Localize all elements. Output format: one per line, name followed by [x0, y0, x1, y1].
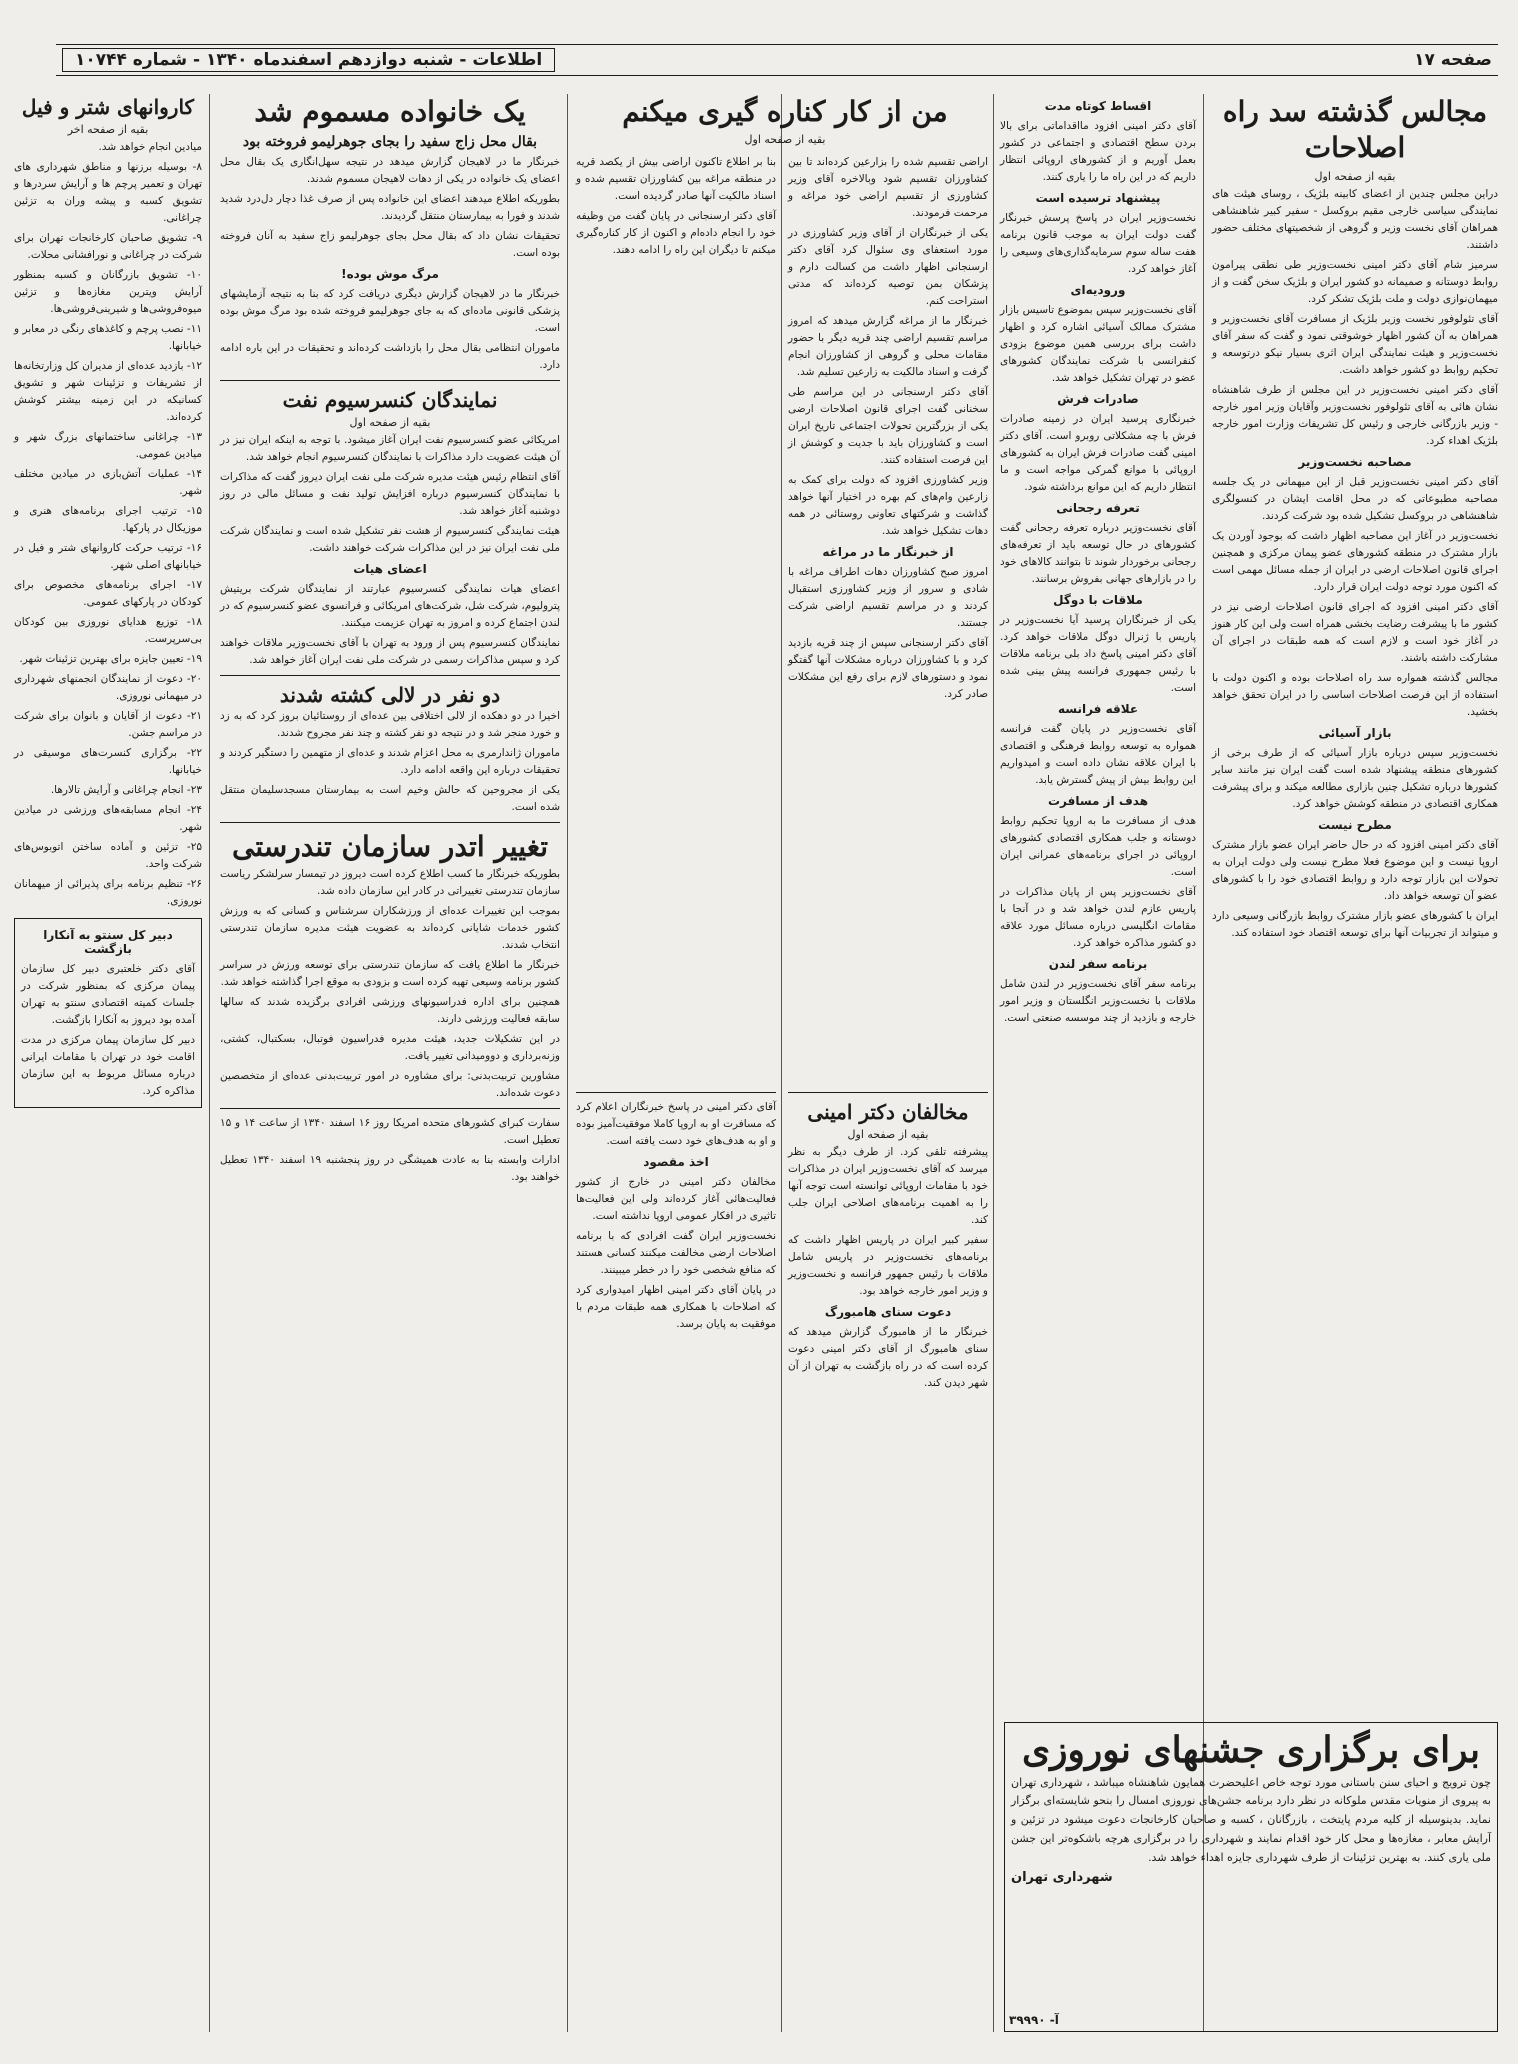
- paragraph: آقای دکتر امینی نخست‌وزیر قبل از این میهمانی در یک جلسه مصاحبه مطبوعاتی که در محل اقامت ایشان در کنسولگری شاهنشاهی در بروکسل تشکیل شده بود شرکت کردند.: [1212, 475, 1498, 522]
- subhead: مرگ موش بوده!: [341, 267, 439, 282]
- subhead: تعرفه رجحانی: [1056, 501, 1140, 515]
- page-number: صفحه ۱۷: [1414, 50, 1492, 70]
- paragraph: چون ترویج و احیای سنن باستانی مورد توجه خاص اعلیحضرت همایون شاهنشاه میباشد ، شهرداری تهران به پیروی از منویات مقدس ملوکانه در نظر دارد برنامه جشن‌های نوروزی امسال را بنحو شایسته‌ای برگزار نماید. بدینوسیله از کلیه مردم پایتخت ، بازرگانان ، کسبه و صاحبان کارخانجات دعوت میشود در تزئین و آرایش معابر ، مغازه‌ها و محل کار خود اقدام نمایند و شهرداری را در برگزاری هرچه باشکوه‌تر این جشن ملی یاری کنند. به بهترین تزئینات از طرف شهرداری جایزه اهداء خواهد شد.: [1011, 1775, 1491, 1864]
- paragraph: آقای دکتر امینی افزود که اجرای قانون اصلاحات ارضی نیز در کشور ما با پیشرفت رضایت بخشی همراه است ولی این کار هنوز در آغاز خود است و لازم است که همه طبقات در اجرای آن مشارکت داشته باشند.: [1212, 600, 1498, 664]
- paragraph: خبرنگاری پرسید ایران در زمینه صادرات فرش با چه مشکلاتی روبرو است. آقای دکتر امینی گفت صادرات فرش ایران به کشورهای اروپائی با موانع گمرکی مواجه است و ما انتظار داریم که این موانع برداشته شود.: [1000, 413, 1196, 493]
- headline: کاروانهای شتر و فیل: [21, 95, 195, 119]
- paragraph: ۱۱- نصب پرچم و کاغذهای رنگی در معابر و خیابانها.: [14, 323, 202, 352]
- paragraph: ۲۲- برگزاری کنسرت‌های موسیقی در خیابانها.: [14, 747, 202, 776]
- paragraph: بموجب این تغییرات عده‌ای از ورزشکاران سرشناس و کسانی که به ورزش کشور خدمات شایانی کرده‌اند به عضویت هیئت مدیره سازمان تندرستی انتخاب شدند.: [220, 904, 560, 951]
- headline: یک خانواده مسموم شد: [254, 95, 526, 128]
- paragraph: ۱۶- ترتیب حرکت کاروانهای شتر و فیل در خیابانهای اصلی شهر.: [14, 542, 202, 571]
- rule: [788, 1092, 988, 1093]
- paragraph: اراضی تقسیم شده را بزارعین کرده‌اند تا بین کشاورزان تقسیم شود وبالاخره آقای وزیر کشاورزی از تقسیم اراضی خود مراغه و مرحمت فرمودند.: [788, 156, 988, 219]
- paragraph: همچنین برای اداره فدراسیونهای ورزشی افرادی برگزیده شدند که سالها سابقه فعالیت ورزشی دارند.: [220, 995, 560, 1025]
- rule: [576, 1092, 776, 1093]
- paragraph: خبرنگار ما در لاهیجان گزارش دیگری دریافت کرد که بنا به نتیجه آزمایشهای پزشکی قانونی ماده‌ای که به جای جوهرلیمو فروخته شده بود مرگ موش بوده است.: [220, 288, 560, 335]
- paragraph: آقای انتظام رئیس هیئت مدیره شرکت ملی نفت ایران دیروز گفت که مذاکرات با نمایندگان کنسرسیوم درباره افزایش تولید نفت و مسائل مالی در روز دوشنبه آغاز خواهد شد.: [220, 471, 560, 518]
- paragraph: ۱۵- ترتیب اجرای برنامه‌های هنری و موزیکال در پارکها.: [14, 505, 202, 534]
- subhead: اخذ مقصود: [643, 1155, 709, 1169]
- newspaper-page: [14, 16, 1498, 2032]
- headline: اقساط کوتاه مدت: [1044, 99, 1152, 113]
- subhead: صادرات فرش: [1057, 392, 1139, 406]
- continued-from: بقیه از صفحه اول: [349, 416, 431, 430]
- paragraph: آقای نخست‌وزیر پس از پایان مذاکرات در پاریس عازم لندن خواهد شد و در آنجا با مقامات انگلیسی درباره مسائل مورد علاقه دو کشور مذاکره خواهد کرد.: [1000, 886, 1196, 949]
- continued-from: بقیه از صفحه اول: [1314, 169, 1396, 183]
- paragraph: بطوریکه اطلاع میدهند اعضای این خانواده پس از صرف غذا دچار دل‌درد شدید شدند و فورا به بیمارستان منتقل گردیدند.: [220, 193, 560, 223]
- paragraph: برنامه سفر آقای نخست‌وزیر در لندن شامل ملاقات با نخست‌وزیر انگلستان و وزیر امور خارجه و بازدید از چند موسسه صنعتی است.: [1000, 978, 1196, 1024]
- paragraph: در پایان آقای دکتر امینی اظهار امیدواری کرد که اصلاحات با همکاری همه طبقات مردم با موفقیت به پایان برسد.: [576, 1284, 776, 1330]
- paragraph: ۲۴- انجام مسابقه‌های ورزشی در میادین شهر.: [14, 804, 202, 833]
- paragraph: نمایندگان کنسرسیوم پس از ورود به تهران با آقای نخست‌وزیر ملاقات خواهند کرد و سپس مذاکرات رسمی در شرکت ملی نفت ایران آغاز خواهد شد.: [220, 637, 560, 667]
- column-rule: [993, 94, 994, 2032]
- paragraph: نخست‌وزیر ایران گفت افرادی که با برنامه اصلاحات ارضی مخالفت میکنند کسانی هستند که منافع شخصی خود را در خطر میبینند.: [576, 1230, 776, 1276]
- rule: [220, 822, 560, 823]
- paragraph: آقای دکتر امینی افزود که در حال حاضر ایران عضو بازار مشترک اروپا نیست و این موضوع فعلا مطرح نیست ولی دولت ایران به تحولات این بازار توجه دارد و روابط اقتصادی خود را با کشورهای عضو آن توسعه خواهد داد.: [1212, 838, 1498, 902]
- paragraph: نخست‌وزیر در آغاز این مصاحبه اظهار داشت که بوجود آوردن یک بازار مشترک در منطقه کشورهای عضو پیمان مرکزی و همچنین اجرای قانون اصلاحات ارضی در ایران از جمله مسائل مهمی است که اکنون مورد توجه دولت ایران قرار دارد.: [1212, 529, 1498, 593]
- subhead: اعضای هیات: [353, 562, 427, 577]
- headline: دبیر کل سنتو به آنکارا بازگشت: [43, 928, 173, 956]
- article-karvan: [14, 94, 202, 2032]
- paragraph: ۲۱- دعوت از آقایان و بانوان برای شرکت در مراسم جشن.: [14, 710, 202, 739]
- column-rule: [209, 94, 210, 2032]
- paragraph: امروز صبح کشاورزان دهات اطراف مراغه با شادی و سرور از وزیر کشاورزی استقبال کردند و در مراسم تقسیم اراضی شرکت جستند.: [788, 566, 988, 629]
- paragraph: اعضای هیات نمایندگی کنسرسیوم عبارتند از نمایندگان شرکت بریتیش پترولیوم، شرکت شل، شرکت‌های امریکائی و فرانسوی عضو کنسرسیوم که در لندن اجتماع کرده و امروز به تهران عزیمت میکنند.: [220, 583, 560, 630]
- paragraph: یکی از مجروحین که حالش وخیم است به بیمارستان مسجدسلیمان منتقل شده است.: [220, 784, 560, 814]
- paragraph: ۹- تشویق صاحبان کارخانجات تهران برای شرکت در چراغانی و نورافشانی محلات.: [14, 232, 202, 261]
- paragraph: بطوریکه خبرنگار ما کسب اطلاع کرده است دیروز در تیمسار سرلشکر ریاست سازمان تندرستی تغییراتی در کادر این سازمان داده شد.: [220, 867, 560, 897]
- rule: [220, 675, 560, 676]
- rule: [220, 1108, 560, 1109]
- deck: بقال محل زاج سفید را بجای جوهرلیمو فروخته بود: [242, 134, 538, 151]
- subhead: پیشنهاد ترسیده است: [1035, 191, 1161, 205]
- paragraph: آقای نخست‌وزیر سپس بموضوع تاسیس بازار مشترک ممالک آسیائی اشاره کرد و اظهار داشت برای بررسی همین موضوع بزودی کنفرانسی با شرکت نمایندگان کشورهای عضو در تهران تشکیل خواهد شد.: [1000, 304, 1196, 384]
- subhead: برنامه سفر لندن: [1048, 957, 1148, 971]
- article-mokhalefan: [788, 1086, 988, 2032]
- paragraph: آقای دکتر ارسنجانی سپس از چند قریه بازدید کرد و با کشاورزان درباره مشکلات آنها گفتگو نمود و دستورهای لازم برای رفع این مشکلات صادر کرد.: [788, 637, 988, 700]
- paragraph: ۱۸- توزیع هدایای نوروزی بین کودکان بی‌سرپرست.: [14, 616, 202, 645]
- paragraph: ۲۶- تنظیم برنامه برای پذیرائی از میهمانان نوروزی.: [14, 878, 202, 907]
- paragraph: خبرنگار ما اطلاع یافت که سازمان تندرستی برای توسعه ورزش در سراسر کشور برنامه وسیعی تهیه کرده است و بزودی به موقع اجرا گذاشته خواهد شد.: [220, 958, 560, 988]
- paragraph: دراین مجلس چندین از اعضای کابینه بلژیک ، روسای هیئت های نمایندگی سیاسی خارجی مقیم بروکسل - سفیر کبیر شاهنشاهی همراهان آقای نخست وزیر و گروهی از شخصیتهای مختلف حضور داشتند.: [1212, 187, 1498, 251]
- subhead: مطرح نیست: [1318, 817, 1392, 832]
- headline: مجالس گذشته سد راه اصلاحات: [1222, 95, 1488, 165]
- paragraph: دبیر کل سازمان پیمان مرکزی در مدت اقامت خود در تهران با مقامات ایرانی درباره مسائل مربوط به این سازمان مذاکره کرد.: [21, 1034, 195, 1097]
- paragraph: میادین انجام خواهد شد.: [98, 141, 202, 153]
- paragraph: نخست‌وزیر سپس درباره بازار آسیائی که از طرف برخی از کشورهای منطقه پیشنهاد شده است گفت ایران نیز مانند سایر کشورها درباره تشکیل چنین بازاری مطالعه میکند و برای پیشرفت همکاری اقتصادی در منطقه کوشش خواهد کرد.: [1212, 746, 1498, 810]
- paragraph: آقای نخست‌وزیر درباره تعرفه رجحانی گفت کشورهای در حال توسعه باید از تعرفه‌های رجحانی برخوردار شوند تا بتوانند کالاهای خود را در بازارهای جهانی بفروش برسانند.: [1000, 522, 1196, 585]
- paragraph: یکی از خبرنگاران پرسید آیا نخست‌وزیر در پاریس با ژنرال دوگل ملاقات خواهد کرد. آقای دکتر امینی پاسخ داد بلی برنامه ملاقات با رئیس جمهوری فرانسه پیش بینی شده است.: [1000, 614, 1196, 694]
- paragraph: آقای دکتر امینی نخست‌وزیر در این مجلس از طرف شاهنشاه نشان هائی به آقای تئولوفور نخست‌وزیر وآقایان وزیر امور خارجه - وزیر بازرگانی خارجی و رئیس کل تشریفات وزارت امور خارجه بلژیک اهداء کرد.: [1212, 383, 1498, 447]
- headline: مخالفان دکتر امینی: [807, 1100, 969, 1124]
- subhead: ورودیه‌ای: [1070, 283, 1126, 297]
- continued-from: بقیه از صفحه اخر: [67, 123, 149, 136]
- subhead: هدف از مسافرت: [1047, 794, 1149, 808]
- paragraph: آقای دکتر ارسنجانی در پایان گفت من وظیفه خود را انجام داده‌ام و اکنون از کار کناره‌گیری میکنم تا دیگران این راه را ادامه دهند.: [576, 210, 776, 256]
- paragraph: تحقیقات نشان داد که بقال محل بجای جوهرلیمو زاج سفید به آنان فروخته بوده است.: [220, 230, 560, 260]
- paragraph: هدف از مسافرت ما به اروپا تحکیم روابط دوستانه و جلب همکاری اقتصادی کشورهای اروپائی در اجرای برنامه‌های عمرانی ایران است.: [1000, 815, 1196, 878]
- paragraph: وزیر کشاورزی افزود که دولت برای کمک به زارعین وام‌های کم بهره در اختیار آنها خواهد گذاشت و شرکتهای تعاونی روستائی در همه دهات تشکیل خواهد شد.: [788, 474, 988, 537]
- issue-info: اطلاعات - شنبه دوازدهم اسفندماه ۱۳۴۰ - شماره ۱۰۷۴۴: [62, 48, 555, 72]
- column-rule: [567, 94, 568, 2032]
- paragraph: مخالفان دکتر امینی در خارج از کشور فعالیت‌هائی آغاز کرده‌اند ولی این فعالیت‌ها تاثیری در افکار عمومی اروپا نداشته است.: [576, 1176, 776, 1222]
- paragraph: مجالس گذشته همواره سد راه اصلاحات بوده و اکنون دولت با استفاده از این فرصت اصلاحات اساسی را در ایران تحقق خواهد بخشید.: [1212, 671, 1498, 718]
- paragraph: آقای نخست‌وزیر در پایان گفت فرانسه همواره به توسعه روابط فرهنگی و اقتصادی با ایران علاقه نشان داده است و امیدواریم این روابط بیش از پیش گسترش یابد.: [1000, 723, 1196, 786]
- paragraph: ۸- بوسیله برزنها و مناطق شهرداری های تهران و تعمیر پرچم ها و آرایش سردرها و تشویق کسبه و پیشه وران به تزئین چراغانی.: [14, 161, 202, 224]
- subhead: از خبرنگار ما در مراغه: [822, 545, 954, 559]
- headline: برای برگزاری جشنهای نوروزی: [1021, 1729, 1481, 1771]
- paragraph: ماموران انتظامی بقال محل را بازداشت کرده‌اند و تحقیقات در این باره ادامه دارد.: [220, 342, 560, 372]
- notice-code: آ- ۳۹۹۹۰: [1009, 2013, 1059, 2027]
- signature: شهرداری تهران: [1011, 1870, 1113, 1886]
- paragraph: نخست‌وزیر ایران در پاسخ پرسش خبرنگار گفت دولت ایران به موجب قانون برنامه هفت ساله سوم سرمایه‌گذاری‌های وسیعی را آغاز خواهد کرد.: [1000, 212, 1196, 275]
- paragraph: ۱۳- چراغانی ساختمانهای بزرگ شهر و میادین عمومی.: [14, 431, 202, 460]
- paragraph: ادارات وابسته بنا به عادت همیشگی در روز پنجشنبه ۱۹ اسفند ۱۳۴۰ تعطیل خواهند بود.: [220, 1153, 561, 1183]
- paragraph: خبرنگار ما از هامبورگ گزارش میدهد که سنای هامبورگ از آقای دکتر امینی دعوت کرده است که در راه بازگشت به تهران از آن شهر دیدن کند.: [788, 1326, 988, 1389]
- paragraph: آقای تئولوفور نخست وزیر بلژیک از مسافرت آقای نخست‌وزیر و همراهان به آن کشور اظهار خوشوقتی نمود و گفت که سفر آقای نخست‌وزیر و هیئت نمایندگی ایران اثری بسیار نیکو درتوسعه و تحکیم روابط دو کشور خواهد داشت.: [1212, 312, 1498, 376]
- subhead: دعوت سنای هامبورگ: [824, 1305, 952, 1319]
- paragraph: بنا بر اطلاع تاکنون اراضی بیش از یکصد قریه در منطقه مراغه بین کشاورزان تقسیم شده و اسناد مالکیت آنها صادر گردیده است.: [576, 156, 776, 202]
- paragraph: ۱۰- تشویق بازرگانان و کسبه بمنظور آرایش ویترین مغازه‌ها و تزئین میوه‌فروشی‌ها و شیرینی‌فروشی‌ها.: [14, 269, 202, 315]
- headline: من از کار کناره گیری میکنم: [622, 95, 948, 128]
- paragraph: ایران با کشورهای عضو بازار مشترک روابط بازرگانی وسیعی دارد و میتواند از تجربیات آنها برای توسعه اقتصاد خود استفاده کند.: [1212, 909, 1498, 939]
- headline: نمایندگان کنسرسیوم نفت: [282, 388, 498, 413]
- paragraph: ۱۴- عملیات آتش‌بازی در میادین مختلف شهر.: [14, 468, 202, 497]
- paragraph: خبرنگار ما در لاهیجان گزارش میدهد در نتیجه سهل‌انگاری یک بقال محل اعضای یک خانواده در یکی از دهات لاهیجان مسموم شدند.: [220, 156, 560, 186]
- paragraph: در این تشکیلات جدید، هیئت مدیره فدراسیون فوتبال، بسکتبال، کشتی، وزنه‌برداری و دوومیدانی تغییر یافت.: [220, 1032, 560, 1062]
- page-header: [56, 44, 1498, 76]
- paragraph: ۲۳- انجام چراغانی و آرایش تالارها.: [50, 784, 202, 796]
- subhead: علاقه فرانسه: [1057, 702, 1139, 716]
- subhead: بازار آسیائی: [1318, 725, 1392, 740]
- paragraph: امریکائی عضو کنسرسیوم نفت ایران آغاز میشود. با توجه به اینکه ایران نیز در آن هیئت عضویت دارد مذاکرات با نمایندگان کنسرسیوم انجام خواهد شد.: [220, 434, 560, 464]
- paragraph: ۱۹- تعیین جایزه برای بهترین تزئینات شهر.: [19, 653, 202, 665]
- paragraph: سفیر کبیر ایران در پاریس اظهار داشت که برنامه‌های نخست‌وزیر در پاریس شامل ملاقات با رئیس جمهور فرانسه و نخست‌وزیر و وزیر امور خارجه خواهد بود.: [788, 1234, 988, 1297]
- paragraph: خبرنگار ما از مراغه گزارش میدهد که امروز مراسم تقسیم اراضی چند قریه دیگر با حضور مقامات محلی و گروهی از کشاورزان انجام گرفت و اسناد مالکیت به زارعین تسلیم شد.: [788, 315, 988, 378]
- paragraph: ماموران ژاندارمری به محل اعزام شدند و عده‌ای از متهمین را دستگیر کردند و تحقیقات درباره این واقعه ادامه دارد.: [220, 747, 560, 777]
- article-kenare-cont: [576, 154, 776, 977]
- paragraph: ۲۵- تزئین و آماده ساختن اتوبوس‌های شرکت واحد.: [14, 841, 202, 870]
- paragraph: هیئت نمایندگی کنسرسیوم از هشت نفر تشکیل شده است و نمایندگان شرکت ملی نفت ایران نیز در این مذاکرات شرکت خواهند داشت.: [220, 525, 560, 555]
- paragraph: سفارت کبرای کشورهای متحده امریکا روز ۱۶ اسفند ۱۳۴۰ از ساعت ۱۴ و ۱۵ تعطیل است.: [220, 1116, 560, 1146]
- paragraph: پیشرفته تلقی کرد. از طرف دیگر به نظر میرسد که آقای نخست‌وزیر ایران در مذاکرات خود با مقامات اروپائی توانسته است توجه آنها را به اهمیت برنامه‌های اصلاحی ایران جلب کند.: [788, 1146, 988, 1226]
- paragraph: آقای دکتر خلعتبری دبیر کل سازمان پیمان مرکزی که بمنظور شرکت در جلسات کمیته اقتصادی سنتو به تهران آمده بود دیروز به آنکارا بازگشت.: [21, 963, 195, 1026]
- subhead: مصاحبه نخست‌وزیر: [1298, 454, 1412, 469]
- article-mokhalefan-cont: [576, 1086, 776, 2032]
- paragraph: آقای دکتر امینی در پاسخ خبرنگاران اعلام کرد که مسافرت او به اروپا کاملا موفقیت‌آمیز بوده و او به هدف‌های خود دست یافته است.: [576, 1101, 776, 1147]
- paragraph: مشاورین تربیت‌بدنی: برای مشاوره در امور تربیت‌بدنی عده‌ای از متخصصین دعوت شده‌اند.: [220, 1069, 560, 1099]
- article-masmum: [220, 94, 560, 2032]
- paragraph: ۱۲- بازدید عده‌ای از مدیران کل وزارتخانه‌ها از تشریفات و تزئینات شهر و تشویق کسانیکه در این زمینه بیشتر کوشش کرده‌اند.: [14, 360, 202, 423]
- paragraph: ۲۰- دعوت از نمایندگان انجمنهای شهرداری در میهمانی نوروزی.: [14, 673, 202, 702]
- paragraph: یکی از خبرنگاران از آقای وزیر کشاورزی در مورد استعفای وی سئوال کرد آقای دکتر ارسنجانی اظهار داشت من کسالت دارم و پزشکان بمن توصیه کرده‌اند که مدتی استراحت کنم.: [788, 227, 988, 307]
- continued-from: بقیه از صفحه اول: [847, 1128, 929, 1141]
- article-dabir: [14, 918, 202, 1108]
- paragraph: آقای دکتر ارسنجانی در این مراسم طی سخنانی گفت اجرای قانون اصلاحات ارضی یکی از بزرگترین تحولات اجتماعی تاریخ ایران است و کشاورزان باید با جدیت و کوشش از این فرصت استفاده کنند.: [788, 386, 988, 466]
- paragraph: ۱۷- اجرای برنامه‌های مخصوص برای کودکان در پارکهای عمومی.: [14, 579, 202, 608]
- subhead: ملاقات با دوگل: [1053, 593, 1143, 607]
- headline: دو نفر در لالی کشته شدند: [279, 683, 501, 708]
- paragraph: سرمیز شام آقای دکتر امینی نخست‌وزیر طی نطقی پیرامون روابط دوستانه و صمیمانه دو کشور ایران و بلژیک سخن گفت و از میهمان‌نوازی دولت و ملت بلژیک تشکر کرد.: [1212, 258, 1498, 305]
- rule: [220, 380, 560, 381]
- nowruz-notice: [1004, 1722, 1498, 2032]
- paragraph: آقای دکتر امینی افزود مااقداماتی برای بالا بردن سطح اقتصادی و اجتماعی در کشور بعمل آوریم و از کشورهای اروپائی انتظار داریم که در این راه ما را یاری کنند.: [1000, 120, 1196, 183]
- continued-from: بقیه از صفحه اول: [744, 133, 826, 147]
- headline: تغییر اتدر سازمان تندرستی: [232, 830, 548, 864]
- paragraph: اخیرا در دو دهکده از لالی اختلافی بین عده‌ای از روستائیان بروز کرد که به زد و خورد منجر شد و در نتیجه دو نفر کشته و چند نفر مجروح شدند.: [220, 710, 560, 740]
